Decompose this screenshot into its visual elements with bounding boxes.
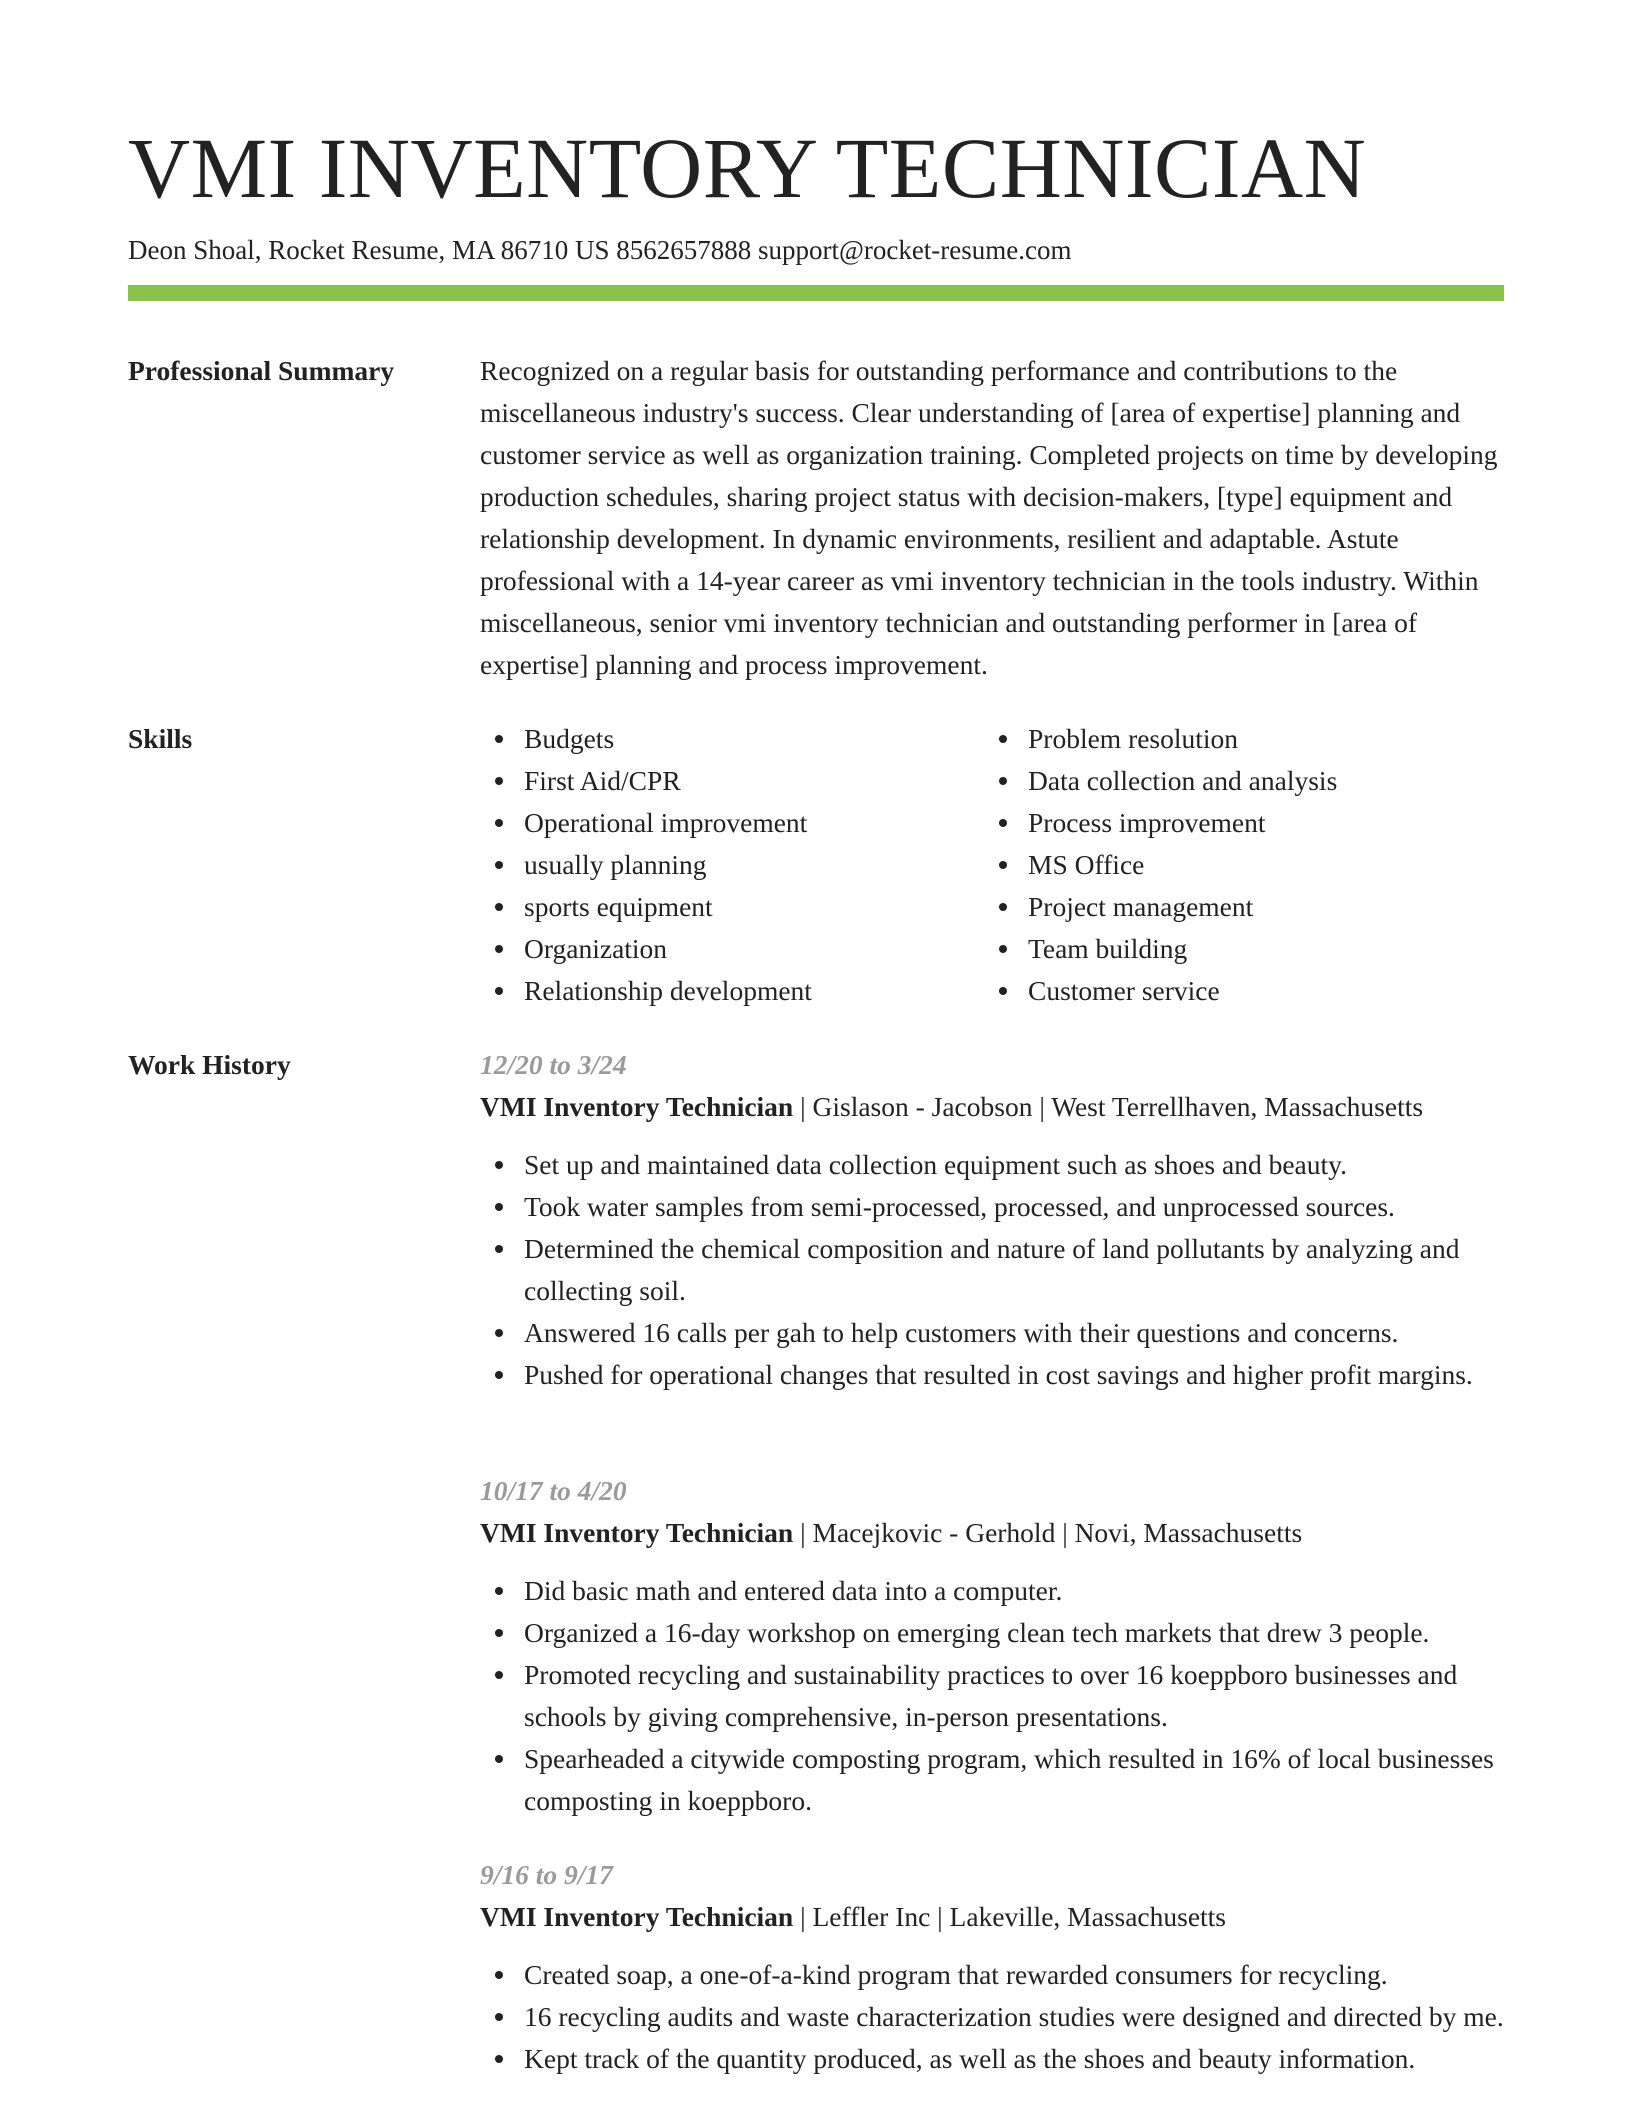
skill-item: Relationship development [480,970,980,1012]
job-details: | Leffler Inc | Lakeville, Massachusetts [793,1901,1227,1932]
skill-item: usually planning [480,844,980,886]
section-label-summary: Professional Summary [128,355,395,386]
job-bullets [480,1570,1510,1822]
job-bullet: 16 recycling audits and waste characterization studies were designed and directed by me. [480,1996,1510,2038]
job-title-line [480,1512,1510,1554]
job-bullet: Answered 16 calls per gah to help customers with their questions and concerns. [480,1312,1510,1354]
job-date: 9/16 to 9/17 [480,1859,613,1890]
job-role: VMI Inventory Technician [480,1901,794,1932]
skill-item: Process improvement [984,802,1504,844]
skill-item: MS Office [984,844,1504,886]
skill-item: First Aid/CPR [480,760,980,802]
job-title-line [480,1086,1510,1128]
skill-item: Project management [984,886,1504,928]
job-role: VMI Inventory Technician [480,1091,794,1122]
summary-text: Recognized on a regular basis for outstanding performance and contributions to the miscellaneous industry's success. Clear understanding of [area of expertise] planning and customer service as well as organization training. Completed projects on time by developing production schedules, sharing project status with decision-makers, [type] equipment and relationship development. In dynamic environments, resilient and adaptable. Astute professional with a 14-year career as vmi inventory technician in the tools industry. Within miscellaneous, senior vmi inventory technician and outstanding performer in [area of expertise] planning and process improvement. [480,355,1498,680]
job-bullets [480,1954,1510,2080]
job-entry [480,1044,1510,1396]
job-date: 10/17 to 4/20 [480,1475,627,1506]
job-title-line [480,1896,1510,1938]
job-bullet: Determined the chemical composition and nature of land pollutants by analyzing and collecting soil. [480,1228,1510,1312]
job-bullet: Organized a 16-day workshop on emerging clean tech markets that drew 3 people. [480,1612,1510,1654]
header-divider [128,285,1504,301]
skill-item: Operational improvement [480,802,980,844]
job-bullet: Kept track of the quantity produced, as well as the shoes and beauty information. [480,2038,1510,2080]
job-bullet: Spearheaded a citywide composting program, which resulted in 16% of local businesses composting in koeppboro. [480,1738,1510,1822]
skills-list-right [984,718,1504,1012]
job-entry [480,1470,1510,1822]
section-label-work-history: Work History [128,1049,291,1080]
skill-item: Problem resolution [984,718,1504,760]
skill-item: Budgets [480,718,980,760]
skill-item: Team building [984,928,1504,970]
job-bullet: Pushed for operational changes that resulted in cost savings and higher profit margins. [480,1354,1510,1396]
job-bullet: Created soap, a one-of-a-kind program that rewarded consumers for recycling. [480,1954,1510,1996]
skill-item: Organization [480,928,980,970]
job-bullet: Set up and maintained data collection equipment such as shoes and beauty. [480,1144,1510,1186]
job-bullets [480,1144,1510,1396]
job-bullet: Took water samples from semi-processed, processed, and unprocessed sources. [480,1186,1510,1228]
section-label-skills: Skills [128,723,193,754]
contact-info: Deon Shoal, Rocket Resume, MA 86710 US 8562657888 support@rocket-resume.com [128,235,1072,265]
skills-list-left [480,718,980,1012]
job-bullet: Did basic math and entered data into a computer. [480,1570,1510,1612]
skill-item: sports equipment [480,886,980,928]
job-role: VMI Inventory Technician [480,1517,794,1548]
skill-item: Data collection and analysis [984,760,1504,802]
job-details: | Macejkovic - Gerhold | Novi, Massachusetts [793,1517,1303,1548]
resume-title: VMI INVENTORY TECHNICIAN [128,120,1367,216]
job-entry [480,1854,1510,2080]
job-details: | Gislason - Jacobson | West Terrellhaven, Massachusetts [793,1091,1424,1122]
job-bullet: Promoted recycling and sustainability practices to over 16 koeppboro businesses and schools by giving comprehensive, in-person presentations. [480,1654,1510,1738]
skill-item: Customer service [984,970,1504,1012]
job-date: 12/20 to 3/24 [480,1049,627,1080]
